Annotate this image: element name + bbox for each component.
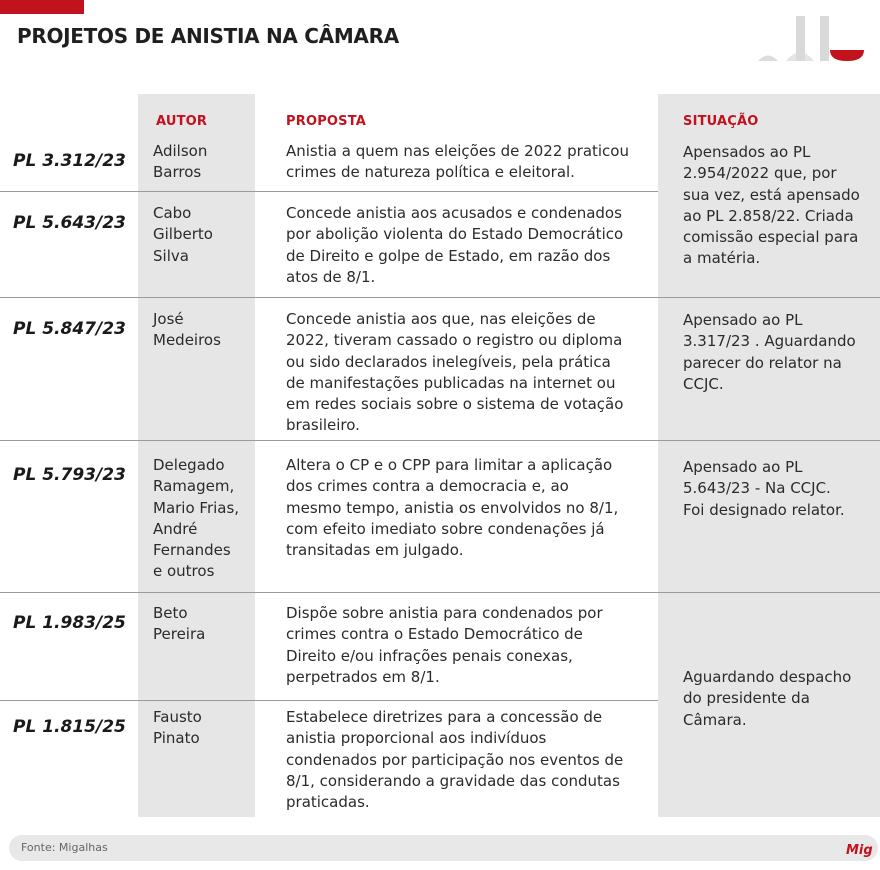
pl-number: PL 1.815/25 [13, 717, 126, 737]
pl-number: PL 3.312/23 [13, 151, 126, 171]
proposta-cell: Anistia a quem nas eleições de 2022 praticou crimes de natureza política e eleitoral. [286, 142, 629, 182]
situacao-cell: Aguardando despacho do presidente da Câmara. [683, 668, 852, 729]
header-autor: AUTOR [156, 114, 208, 129]
header-situacao: SITUAÇÃO [683, 114, 759, 129]
pl-number: PL 1.983/25 [13, 613, 126, 633]
migalhas-logo-icon [846, 838, 873, 858]
row-separator [0, 700, 658, 701]
proposta-cell: Concede anistia aos que, nas eleições de 2022, tiveram cassado o registro ou diploma ou sido declarados inelegíveis, pela prática de manifestações publicadas na internet ou em redes sociais sobre o sistema de votação brasileiro. [286, 310, 624, 435]
brand-logo-icon [758, 14, 864, 64]
row-separator [0, 440, 880, 441]
situacao-cell: Apensados ao PL 2.954/2022 que, por sua vez, está apensado ao PL 2.858/22. Criada comissão especial para a matéria. [683, 143, 860, 268]
proposta-cell: Dispõe sobre anistia para condenados por crimes contra o Estado Democrático de Direito e/ou infrações penais conexas, perpetrados em 8/1. [286, 604, 603, 686]
autor-cell: Adilson Barros [153, 142, 208, 182]
pl-number: PL 5.847/23 [13, 319, 126, 339]
situacao-cell: Apensado ao PL 3.317/23 . Aguardando parecer do relator na CCJC. [683, 311, 856, 393]
pl-number: PL 5.643/23 [13, 213, 126, 233]
autor-cell: Cabo Gilberto Silva [153, 204, 213, 265]
row-separator [0, 191, 658, 192]
row-separator [0, 592, 880, 593]
proposta-cell: Concede anistia aos acusados e condenados por abolição violenta do Estado Democrático de Direito e golpe de Estado, em razão dos atos de 8/1. [286, 204, 624, 286]
header-proposta: PROPOSTA [286, 114, 367, 129]
proposta-cell: Estabelece diretrizes para a concessão de anistia proporcional aos indivíduos condenados por participação nos eventos de 8/1, considerando a gravidade das condutas praticadas. [286, 708, 624, 812]
top-accent-bar [0, 0, 84, 14]
proposta-cell: Altera o CP e o CPP para limitar a aplicação dos crimes contra a democracia e, ao mesmo tempo, anistia os envolvidos no 8/1, com efeito imediato sobre condenações já transitadas em julgado. [286, 456, 619, 560]
svg-text:Mig: Mig [846, 843, 873, 858]
row-separator [0, 297, 880, 298]
situacao-cell: Apensado ao PL 5.643/23 - Na CCJC. Foi designado relator. [683, 458, 845, 519]
autor-cell: Delegado Ramagem, Mario Frias, André Fernandes e outros [153, 456, 240, 581]
footer-bar [9, 835, 878, 861]
pl-number: PL 5.793/23 [13, 465, 126, 485]
autor-cell: José Medeiros [153, 310, 221, 350]
autor-cell: Fausto Pinato [153, 708, 202, 748]
source-label: Fonte: Migalhas [21, 841, 108, 854]
autor-cell: Beto Pereira [153, 604, 206, 644]
page-title: PROJETOS DE ANISTIA NA CÂMARA [17, 24, 399, 48]
